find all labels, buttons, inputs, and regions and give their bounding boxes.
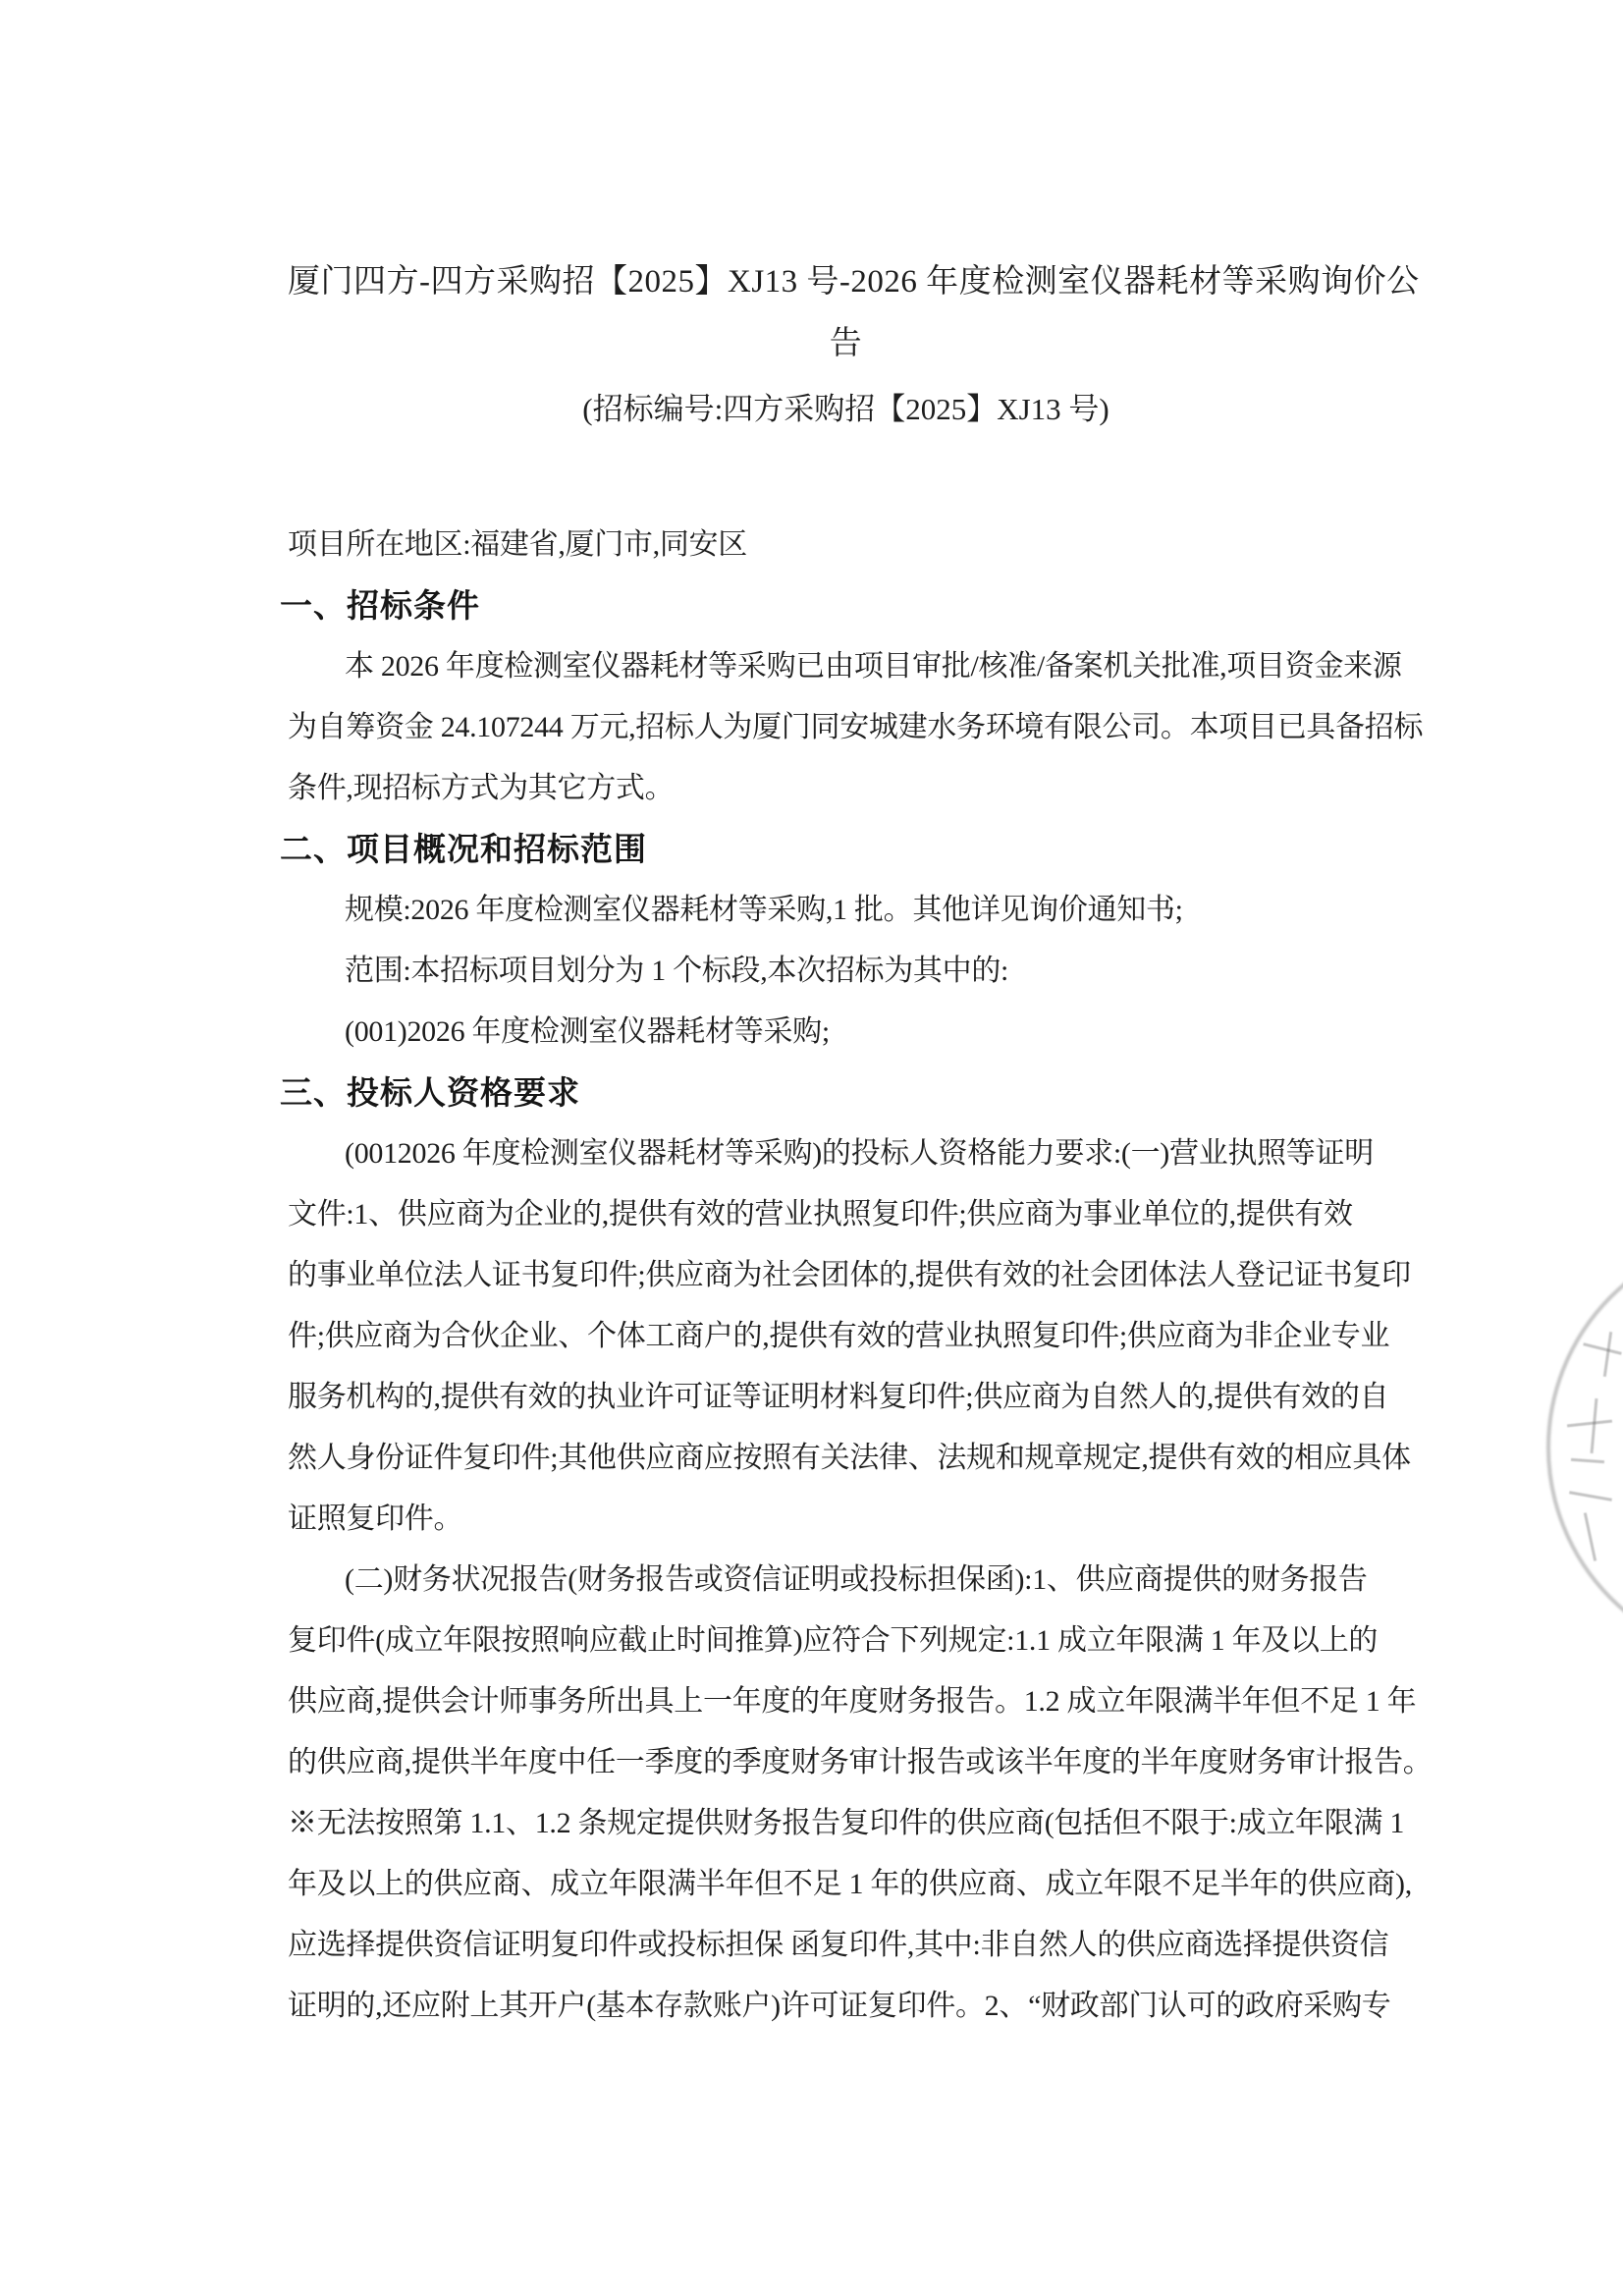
document-body xyxy=(280,515,1433,2037)
document-content xyxy=(280,0,1433,2037)
body-line: 的供应商,提供半年度中任一季度的季度财务审计报告或该半年度的半年度财务审计报告。 xyxy=(288,1746,1433,1778)
section-heading-bidding-conditions: 一、招标条件 xyxy=(280,587,480,624)
project-location-line: 项目所在地区:福建省,厦门市,同安区 xyxy=(288,528,747,561)
body-line: 为自筹资金 24.107244 万元,招标人为厦门同安城建水务环境有限公司。本项目已具备招标 xyxy=(288,711,1424,743)
body-line: 件;供应商为合伙企业、个体工商户的,提供有效的营业执照复印件;供应商为非企业专业 xyxy=(288,1320,1390,1352)
body-line: (二)财务状况报告(财务报告或资信证明或投标担保函):1、供应商提供的财务报告 xyxy=(345,1563,1368,1596)
section-heading-bidder-qualifications: 三、投标人资格要求 xyxy=(280,1074,580,1111)
body-line: 供应商,提供会计师事务所出具上一年度的年度财务报告。1.2 成立年限满半年但不足 1 年 xyxy=(288,1685,1417,1718)
body-line: 应选择提供资信证明复印件或投标担保 函复印件,其中:非自然人的供应商选择提供资信 xyxy=(288,1929,1389,1961)
body-line: 然人身份证件复印件;其他供应商应按照有关法律、法规和规章规定,提供有效的相应具体 xyxy=(288,1442,1411,1474)
bid-number-line: (招标编号:四方采购招【2025】XJ13 号) xyxy=(582,392,1109,426)
body-line: (0012026 年度检测室仪器耗材等采购)的投标人资格能力要求:(一)营业执照等证明 xyxy=(345,1137,1374,1170)
body-line: 年及以上的供应商、成立年限满半年但不足 1 年的供应商、成立年限不足半年的供应商), xyxy=(288,1868,1412,1900)
body-line: 的事业单位法人证书复印件;供应商为社会团体的,提供有效的社会团体法人登记证书复印 xyxy=(288,1259,1411,1291)
document-title-line2: 告 xyxy=(829,326,863,361)
document-title-line1: 厦门四方-四方采购招【2025】XJ13 号-2026 年度检测室仪器耗材等采购询价公 xyxy=(288,264,1420,300)
body-line: 复印件(成立年限按照响应截止时间推算)应符合下列规定:1.1 成立年限满 1 年及以上的 xyxy=(288,1624,1379,1657)
body-line: ※无法按照第 1.1、1.2 条规定提供财务报告复印件的供应商(包括但不限于:成立年限满 1 xyxy=(288,1807,1405,1839)
section-heading-project-overview: 二、项目概况和招标范围 xyxy=(280,831,647,867)
body-line: 本 2026 年度检测室仪器耗材等采购已由项目审批/核准/备案机关批准,项目资金来源 xyxy=(345,650,1402,683)
company-seal-partial-icon xyxy=(1546,1232,1623,1663)
body-line: (001)2026 年度检测室仪器耗材等采购; xyxy=(345,1015,830,1048)
body-line: 服务机构的,提供有效的执业许可证等证明材料复印件;供应商为自然人的,提供有效的自 xyxy=(288,1381,1389,1413)
body-line: 证照复印件。 xyxy=(288,1503,463,1535)
body-line: 文件:1、供应商为企业的,提供有效的营业执照复印件;供应商为事业单位的,提供有效 xyxy=(288,1198,1353,1230)
body-line: 范围:本招标项目划分为 1 个标段,本次招标为其中的: xyxy=(345,955,1009,987)
body-line: 规模:2026 年度检测室仪器耗材等采购,1 批。其他详见询价通知书; xyxy=(345,894,1183,926)
body-line: 证明的,还应附上其开户(基本存款账户)许可证复印件。2、“财政部门认可的政府采购专 xyxy=(288,1990,1391,2022)
body-line: 条件,现招标方式为其它方式。 xyxy=(288,772,675,804)
